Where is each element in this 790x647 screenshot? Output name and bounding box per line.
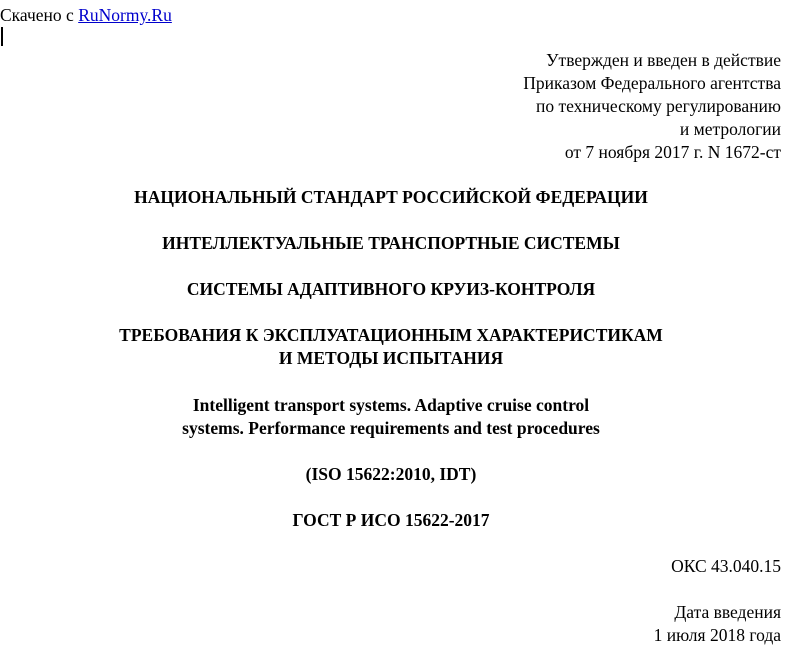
gost-designation: ГОСТ Р ИСО 15622-2017: [292, 510, 490, 530]
runormy-link[interactable]: RuNormy.Ru: [78, 5, 172, 25]
english-title-line-2: systems. Performance requirements and test procedures: [182, 418, 600, 438]
approval-line-3: по техническому регулированию: [535, 96, 781, 116]
national-standard-title: НАЦИОНАЛЬНЫЙ СТАНДАРТ РОССИЙСКОЙ ФЕДЕРАЦИИ: [134, 187, 648, 207]
acc-title: СИСТЕМЫ АДАПТИВНОГО КРУИЗ-КОНТРОЛЯ: [186, 279, 596, 299]
download-source-line: [0, 4, 172, 27]
english-title-line-1: Intelligent transport systems. Adaptive cruise control: [192, 395, 590, 415]
requirements-title-line-1: ТРЕБОВАНИЯ К ЭКСПЛУАТАЦИОННЫМ ХАРАКТЕРИСТИКАМ: [119, 325, 663, 345]
text-cursor: [1, 27, 3, 46]
approval-block: [523, 49, 781, 164]
introduction-label: Дата введения: [674, 602, 781, 622]
approval-line-4: и метрологии: [679, 119, 781, 139]
oks-code: ОКС 43.040.15: [671, 556, 781, 576]
approval-line-5: от 7 ноября 2017 г. N 1672-ст: [564, 142, 781, 162]
iso-reference: (ISO 15622:2010, IDT): [305, 464, 477, 484]
download-prefix: Скачено с: [0, 5, 79, 25]
approval-line-2: Приказом Федерального агентства: [523, 73, 781, 93]
approval-line-1: Утвержден и введен в действие: [546, 50, 781, 70]
its-title: ИНТЕЛЛЕКТУАЛЬНЫЕ ТРАНСПОРТНЫЕ СИСТЕМЫ: [162, 233, 620, 253]
requirements-title-line-2: И МЕТОДЫ ИСПЫТАНИЯ: [278, 348, 504, 368]
introduction-date: 1 июля 2018 года: [653, 625, 781, 645]
